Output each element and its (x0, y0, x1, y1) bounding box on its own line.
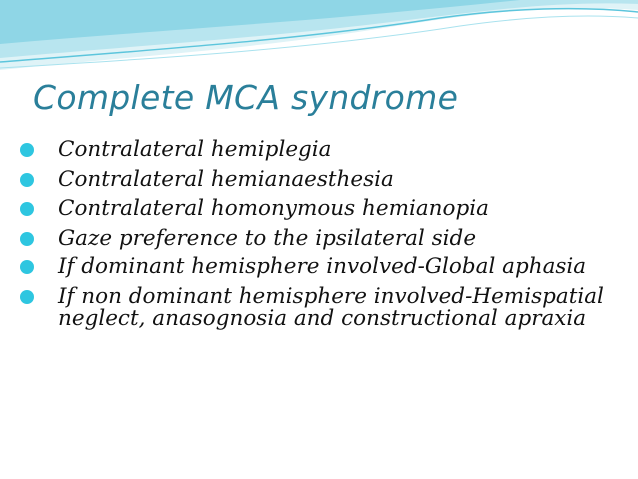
bullet-text: Contralateral homonymous hemianopia (58, 196, 489, 221)
slide-title: Complete MCA syndrome (33, 78, 459, 117)
bullet-text: Contralateral hemianaesthesia (58, 166, 394, 192)
bullet-item (18, 227, 623, 251)
bullet-dot-icon (20, 143, 34, 157)
bullet-dot-icon (20, 202, 34, 216)
bullet-text: Contralateral hemiplegia (58, 137, 332, 162)
bullet-dot-icon (20, 290, 34, 304)
bullet-dot-icon (20, 232, 34, 246)
bullet-text: If non dominant hemisphere involved-Hemispatial neglect, anasognosia and constructional apraxia (58, 284, 604, 331)
bullet-item (18, 138, 623, 162)
bullet-item (18, 197, 623, 221)
bullet-list (18, 138, 623, 338)
bullet-text: If dominant hemisphere involved-Global aphasia (58, 254, 587, 279)
bullet-item (18, 286, 623, 330)
header-wave-decoration (0, 0, 638, 80)
bullet-item (18, 168, 623, 192)
bullet-text: Gaze preference to the ipsilateral side (58, 225, 477, 251)
bullet-dot-icon (20, 173, 34, 187)
bullet-item (18, 256, 623, 278)
bullet-dot-icon (20, 260, 34, 274)
